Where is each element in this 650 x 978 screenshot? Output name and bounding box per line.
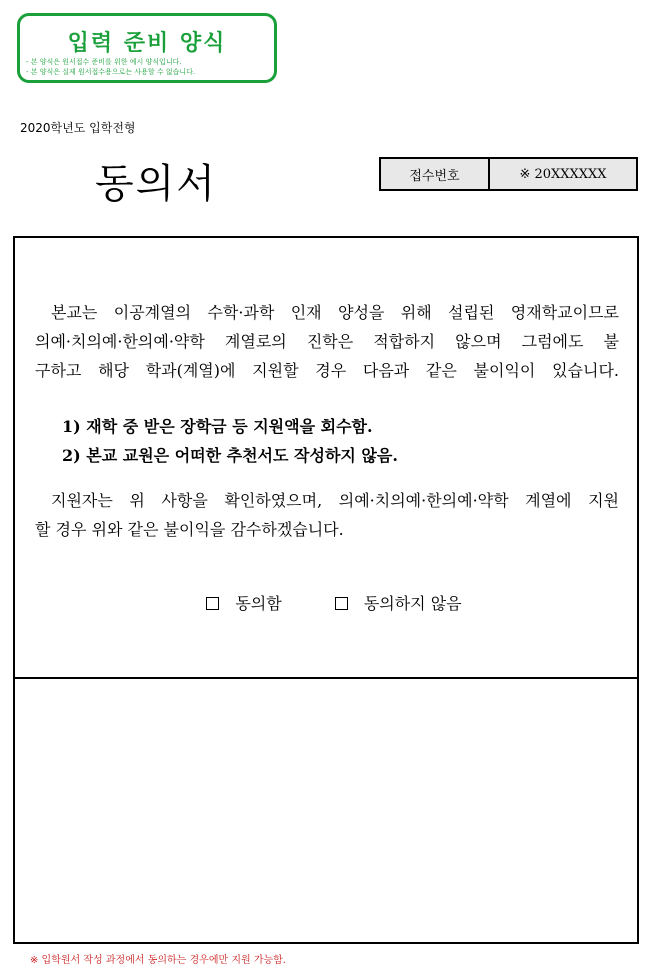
paragraph-line: 할 경우 위와 같은 불이익을 감수하겠습니다.: [35, 520, 344, 539]
sample-form-stamp: [17, 13, 277, 83]
paragraph-line: 지원자는 위 사항을 확인하였으며, 의예·치의예·한의예·약학 계열에 지원: [51, 491, 619, 510]
section-divider: [15, 677, 637, 679]
consent-paragraph: [35, 298, 619, 385]
disagree-option[interactable]: [319, 591, 462, 614]
consent-options: [15, 591, 637, 614]
penalty-item: 2) 본교 교원은 어떠한 추천서도 작성하지 않음.: [62, 446, 398, 465]
stamp-title: 입력 준비 양식: [67, 31, 227, 56]
agree-label: 동의함: [235, 594, 282, 613]
disagree-checkbox[interactable]: [335, 597, 348, 610]
paragraph-line: 의예·치의예·한의예·약학 계열로의 진학은 적합하지 않으며 그럼에도 불: [35, 332, 619, 351]
disagree-label: 동의하지 않음: [363, 594, 462, 613]
admission-year-label: 2020학년도 입학전형: [20, 121, 136, 135]
paragraph-line: 구하고 해당 학과(계열)에 지원할 경우 다음과 같은 불이익이 있습니다.: [35, 361, 619, 380]
footnote: ※ 입학원서 작성 과정에서 동의하는 경우에만 지원 가능함.: [30, 955, 286, 966]
agree-option[interactable]: [190, 591, 281, 614]
receipt-number-value: ※ 20XXXXXX: [490, 159, 636, 189]
document-title: 동의서: [95, 161, 217, 207]
applicant-paragraph: [35, 486, 619, 544]
consent-frame: [13, 236, 639, 944]
receipt-number-box: [379, 157, 638, 191]
stamp-note: - 본 양식은 실제 원서접수용으로는 사용할 수 없습니다.: [26, 68, 196, 76]
agree-checkbox[interactable]: [206, 597, 219, 610]
paragraph-line: 본교는 이공계열의 수학·과학 인재 양성을 위해 설립된 영재학교이므로: [51, 303, 619, 322]
penalty-item: 1) 재학 중 받은 장학금 등 지원액을 회수함.: [62, 417, 373, 436]
receipt-number-label: 접수번호: [381, 159, 490, 189]
stamp-note: - 본 양식은 원서접수 준비를 위한 예시 양식입니다.: [26, 58, 182, 66]
